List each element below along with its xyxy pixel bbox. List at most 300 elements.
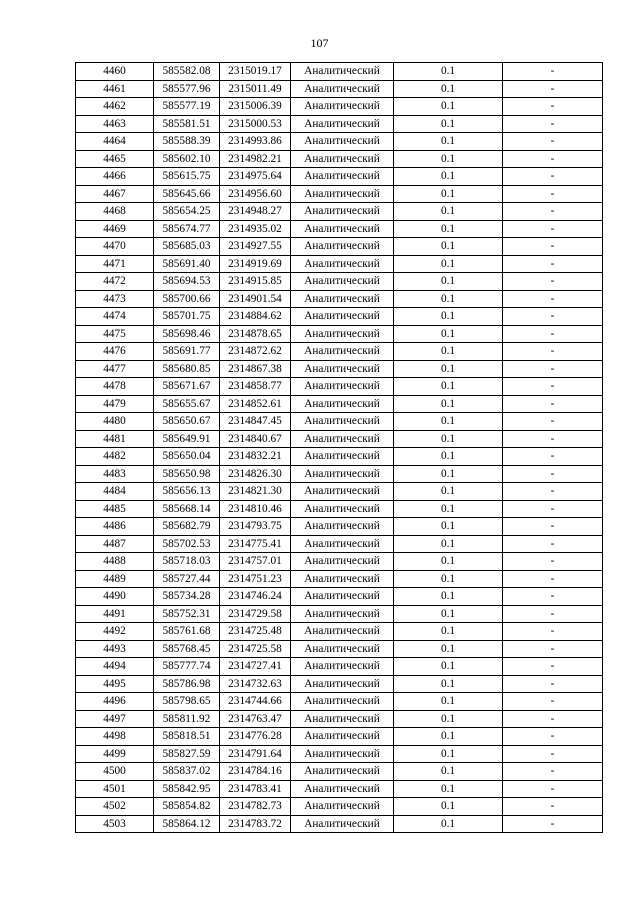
- point-number-cell: 4488: [76, 553, 154, 571]
- x-coordinate-cell: 585577.19: [154, 98, 220, 116]
- accuracy-cell: 0.1: [394, 98, 503, 116]
- accuracy-cell: 0.1: [394, 290, 503, 308]
- note-cell: -: [503, 798, 603, 816]
- x-coordinate-cell: 585842.95: [154, 780, 220, 798]
- point-number-cell: 4496: [76, 693, 154, 711]
- note-cell: -: [503, 98, 603, 116]
- y-coordinate-cell: 2314776.28: [220, 728, 291, 746]
- y-coordinate-cell: 2314746.24: [220, 588, 291, 606]
- x-coordinate-cell: 585761.68: [154, 623, 220, 641]
- table-row: [76, 203, 603, 221]
- y-coordinate-cell: 2314884.62: [220, 308, 291, 326]
- x-coordinate-cell: 585786.98: [154, 675, 220, 693]
- method-cell: Аналитический: [291, 343, 394, 361]
- table-row: [76, 728, 603, 746]
- y-coordinate-cell: 2314832.21: [220, 448, 291, 466]
- method-cell: Аналитический: [291, 763, 394, 781]
- x-coordinate-cell: 585811.92: [154, 710, 220, 728]
- point-number-cell: 4491: [76, 605, 154, 623]
- note-cell: -: [503, 500, 603, 518]
- accuracy-cell: 0.1: [394, 395, 503, 413]
- x-coordinate-cell: 585798.65: [154, 693, 220, 711]
- note-cell: -: [503, 360, 603, 378]
- method-cell: Аналитический: [291, 238, 394, 256]
- table-row: [76, 588, 603, 606]
- point-number-cell: 4502: [76, 798, 154, 816]
- y-coordinate-cell: 2314935.02: [220, 220, 291, 238]
- y-coordinate-cell: 2314919.69: [220, 255, 291, 273]
- x-coordinate-cell: 585655.67: [154, 395, 220, 413]
- x-coordinate-cell: 585691.77: [154, 343, 220, 361]
- method-cell: Аналитический: [291, 623, 394, 641]
- note-cell: -: [503, 640, 603, 658]
- table-row: [76, 378, 603, 396]
- table-row: [76, 623, 603, 641]
- accuracy-cell: 0.1: [394, 360, 503, 378]
- table-row: [76, 483, 603, 501]
- point-number-cell: 4485: [76, 500, 154, 518]
- method-cell: Аналитический: [291, 745, 394, 763]
- point-number-cell: 4503: [76, 815, 154, 833]
- table-row: [76, 448, 603, 466]
- accuracy-cell: 0.1: [394, 133, 503, 151]
- accuracy-cell: 0.1: [394, 605, 503, 623]
- x-coordinate-cell: 585671.67: [154, 378, 220, 396]
- method-cell: Аналитический: [291, 780, 394, 798]
- point-number-cell: 4464: [76, 133, 154, 151]
- x-coordinate-cell: 585864.12: [154, 815, 220, 833]
- note-cell: -: [503, 693, 603, 711]
- x-coordinate-cell: 585615.75: [154, 168, 220, 186]
- x-coordinate-cell: 585668.14: [154, 500, 220, 518]
- y-coordinate-cell: 2314775.41: [220, 535, 291, 553]
- table-row: [76, 500, 603, 518]
- x-coordinate-cell: 585582.08: [154, 63, 220, 81]
- y-coordinate-cell: 2314751.23: [220, 570, 291, 588]
- accuracy-cell: 0.1: [394, 763, 503, 781]
- note-cell: -: [503, 255, 603, 273]
- accuracy-cell: 0.1: [394, 430, 503, 448]
- method-cell: Аналитический: [291, 448, 394, 466]
- note-cell: -: [503, 238, 603, 256]
- accuracy-cell: 0.1: [394, 80, 503, 98]
- point-number-cell: 4462: [76, 98, 154, 116]
- method-cell: Аналитический: [291, 413, 394, 431]
- y-coordinate-cell: 2314732.63: [220, 675, 291, 693]
- point-number-cell: 4490: [76, 588, 154, 606]
- x-coordinate-cell: 585752.31: [154, 605, 220, 623]
- x-coordinate-cell: 585837.02: [154, 763, 220, 781]
- table-row: [76, 763, 603, 781]
- x-coordinate-cell: 585588.39: [154, 133, 220, 151]
- method-cell: Аналитический: [291, 483, 394, 501]
- y-coordinate-cell: 2314867.38: [220, 360, 291, 378]
- table-row: [76, 255, 603, 273]
- x-coordinate-cell: 585656.13: [154, 483, 220, 501]
- accuracy-cell: 0.1: [394, 798, 503, 816]
- y-coordinate-cell: 2314757.01: [220, 553, 291, 571]
- point-number-cell: 4463: [76, 115, 154, 133]
- x-coordinate-cell: 585777.74: [154, 658, 220, 676]
- note-cell: -: [503, 675, 603, 693]
- accuracy-cell: 0.1: [394, 570, 503, 588]
- x-coordinate-cell: 585674.77: [154, 220, 220, 238]
- accuracy-cell: 0.1: [394, 343, 503, 361]
- table-row: [76, 220, 603, 238]
- method-cell: Аналитический: [291, 220, 394, 238]
- note-cell: -: [503, 63, 603, 81]
- page-number: 107: [310, 36, 329, 50]
- method-cell: Аналитический: [291, 465, 394, 483]
- method-cell: Аналитический: [291, 500, 394, 518]
- accuracy-cell: 0.1: [394, 150, 503, 168]
- y-coordinate-cell: 2315000.53: [220, 115, 291, 133]
- x-coordinate-cell: 585702.53: [154, 535, 220, 553]
- accuracy-cell: 0.1: [394, 500, 503, 518]
- y-coordinate-cell: 2314729.58: [220, 605, 291, 623]
- table-row: [76, 80, 603, 98]
- x-coordinate-cell: 585645.66: [154, 185, 220, 203]
- x-coordinate-cell: 585682.79: [154, 518, 220, 536]
- accuracy-cell: 0.1: [394, 465, 503, 483]
- note-cell: -: [503, 150, 603, 168]
- method-cell: Аналитический: [291, 308, 394, 326]
- table-row: [76, 290, 603, 308]
- x-coordinate-cell: 585649.91: [154, 430, 220, 448]
- table-row: [76, 675, 603, 693]
- point-number-cell: 4471: [76, 255, 154, 273]
- x-coordinate-cell: 585581.51: [154, 115, 220, 133]
- note-cell: -: [503, 658, 603, 676]
- table-row: [76, 553, 603, 571]
- y-coordinate-cell: 2314927.55: [220, 238, 291, 256]
- table-row: [76, 185, 603, 203]
- note-cell: -: [503, 763, 603, 781]
- accuracy-cell: 0.1: [394, 115, 503, 133]
- table-row: [76, 745, 603, 763]
- note-cell: -: [503, 220, 603, 238]
- table-row: [76, 605, 603, 623]
- y-coordinate-cell: 2314993.86: [220, 133, 291, 151]
- point-number-cell: 4473: [76, 290, 154, 308]
- method-cell: Аналитический: [291, 815, 394, 833]
- accuracy-cell: 0.1: [394, 658, 503, 676]
- y-coordinate-cell: 2314826.30: [220, 465, 291, 483]
- point-number-cell: 4486: [76, 518, 154, 536]
- y-coordinate-cell: 2314784.16: [220, 763, 291, 781]
- x-coordinate-cell: 585768.45: [154, 640, 220, 658]
- method-cell: Аналитический: [291, 63, 394, 81]
- note-cell: -: [503, 518, 603, 536]
- accuracy-cell: 0.1: [394, 553, 503, 571]
- x-coordinate-cell: 585827.59: [154, 745, 220, 763]
- accuracy-cell: 0.1: [394, 535, 503, 553]
- table-row: [76, 658, 603, 676]
- point-number-cell: 4489: [76, 570, 154, 588]
- note-cell: -: [503, 80, 603, 98]
- x-coordinate-cell: 585700.66: [154, 290, 220, 308]
- note-cell: -: [503, 273, 603, 291]
- point-number-cell: 4469: [76, 220, 154, 238]
- method-cell: Аналитический: [291, 570, 394, 588]
- note-cell: -: [503, 815, 603, 833]
- accuracy-cell: 0.1: [394, 588, 503, 606]
- point-number-cell: 4494: [76, 658, 154, 676]
- accuracy-cell: 0.1: [394, 255, 503, 273]
- table-row: [76, 308, 603, 326]
- x-coordinate-cell: 585577.96: [154, 80, 220, 98]
- method-cell: Аналитический: [291, 378, 394, 396]
- method-cell: Аналитический: [291, 658, 394, 676]
- accuracy-cell: 0.1: [394, 623, 503, 641]
- note-cell: -: [503, 413, 603, 431]
- point-number-cell: 4477: [76, 360, 154, 378]
- table-row: [76, 325, 603, 343]
- x-coordinate-cell: 585650.98: [154, 465, 220, 483]
- table-row: [76, 133, 603, 151]
- note-cell: -: [503, 465, 603, 483]
- table-row: [76, 273, 603, 291]
- point-number-cell: 4499: [76, 745, 154, 763]
- note-cell: -: [503, 115, 603, 133]
- y-coordinate-cell: 2314725.48: [220, 623, 291, 641]
- method-cell: Аналитический: [291, 640, 394, 658]
- table-row: [76, 815, 603, 833]
- note-cell: -: [503, 395, 603, 413]
- x-coordinate-cell: 585727.44: [154, 570, 220, 588]
- method-cell: Аналитический: [291, 675, 394, 693]
- y-coordinate-cell: 2315011.49: [220, 80, 291, 98]
- method-cell: Аналитический: [291, 588, 394, 606]
- table-row: [76, 98, 603, 116]
- accuracy-cell: 0.1: [394, 185, 503, 203]
- accuracy-cell: 0.1: [394, 63, 503, 81]
- x-coordinate-cell: 585691.40: [154, 255, 220, 273]
- method-cell: Аналитический: [291, 150, 394, 168]
- point-number-cell: 4478: [76, 378, 154, 396]
- accuracy-cell: 0.1: [394, 518, 503, 536]
- accuracy-cell: 0.1: [394, 448, 503, 466]
- point-number-cell: 4487: [76, 535, 154, 553]
- point-number-cell: 4482: [76, 448, 154, 466]
- y-coordinate-cell: 2314858.77: [220, 378, 291, 396]
- y-coordinate-cell: 2314763.47: [220, 710, 291, 728]
- point-number-cell: 4497: [76, 710, 154, 728]
- note-cell: -: [503, 133, 603, 151]
- accuracy-cell: 0.1: [394, 413, 503, 431]
- accuracy-cell: 0.1: [394, 483, 503, 501]
- y-coordinate-cell: 2314821.30: [220, 483, 291, 501]
- method-cell: Аналитический: [291, 693, 394, 711]
- accuracy-cell: 0.1: [394, 220, 503, 238]
- note-cell: -: [503, 185, 603, 203]
- y-coordinate-cell: 2314915.85: [220, 273, 291, 291]
- method-cell: Аналитический: [291, 80, 394, 98]
- note-cell: -: [503, 553, 603, 571]
- accuracy-cell: 0.1: [394, 815, 503, 833]
- note-cell: -: [503, 623, 603, 641]
- method-cell: Аналитический: [291, 255, 394, 273]
- note-cell: -: [503, 430, 603, 448]
- point-number-cell: 4481: [76, 430, 154, 448]
- accuracy-cell: 0.1: [394, 728, 503, 746]
- y-coordinate-cell: 2314956.60: [220, 185, 291, 203]
- table-row: [76, 238, 603, 256]
- point-number-cell: 4466: [76, 168, 154, 186]
- note-cell: -: [503, 168, 603, 186]
- table-row: [76, 780, 603, 798]
- note-cell: -: [503, 483, 603, 501]
- table-row: [76, 465, 603, 483]
- y-coordinate-cell: 2314840.67: [220, 430, 291, 448]
- method-cell: Аналитический: [291, 430, 394, 448]
- x-coordinate-cell: 585734.28: [154, 588, 220, 606]
- point-number-cell: 4474: [76, 308, 154, 326]
- table-row: [76, 535, 603, 553]
- method-cell: Аналитический: [291, 185, 394, 203]
- table-row: [76, 640, 603, 658]
- y-coordinate-cell: 2314847.45: [220, 413, 291, 431]
- point-number-cell: 4475: [76, 325, 154, 343]
- table-row: [76, 430, 603, 448]
- x-coordinate-cell: 585650.67: [154, 413, 220, 431]
- point-number-cell: 4465: [76, 150, 154, 168]
- table-row: [76, 413, 603, 431]
- y-coordinate-cell: 2315006.39: [220, 98, 291, 116]
- accuracy-cell: 0.1: [394, 745, 503, 763]
- table-row: [76, 518, 603, 536]
- method-cell: Аналитический: [291, 728, 394, 746]
- accuracy-cell: 0.1: [394, 168, 503, 186]
- x-coordinate-cell: 585602.10: [154, 150, 220, 168]
- accuracy-cell: 0.1: [394, 780, 503, 798]
- note-cell: -: [503, 378, 603, 396]
- point-number-cell: 4470: [76, 238, 154, 256]
- accuracy-cell: 0.1: [394, 325, 503, 343]
- accuracy-cell: 0.1: [394, 640, 503, 658]
- note-cell: -: [503, 605, 603, 623]
- method-cell: Аналитический: [291, 203, 394, 221]
- x-coordinate-cell: 585854.82: [154, 798, 220, 816]
- x-coordinate-cell: 585654.25: [154, 203, 220, 221]
- table-row: [76, 395, 603, 413]
- table-row: [76, 150, 603, 168]
- accuracy-cell: 0.1: [394, 308, 503, 326]
- y-coordinate-cell: 2314948.27: [220, 203, 291, 221]
- point-number-cell: 4483: [76, 465, 154, 483]
- method-cell: Аналитический: [291, 553, 394, 571]
- method-cell: Аналитический: [291, 395, 394, 413]
- point-number-cell: 4501: [76, 780, 154, 798]
- table-row: [76, 115, 603, 133]
- accuracy-cell: 0.1: [394, 710, 503, 728]
- point-number-cell: 4495: [76, 675, 154, 693]
- x-coordinate-cell: 585818.51: [154, 728, 220, 746]
- note-cell: -: [503, 308, 603, 326]
- method-cell: Аналитический: [291, 360, 394, 378]
- coordinates-table: [75, 62, 603, 833]
- accuracy-cell: 0.1: [394, 238, 503, 256]
- point-number-cell: 4468: [76, 203, 154, 221]
- method-cell: Аналитический: [291, 168, 394, 186]
- y-coordinate-cell: 2314791.64: [220, 745, 291, 763]
- point-number-cell: 4492: [76, 623, 154, 641]
- method-cell: Аналитический: [291, 133, 394, 151]
- coordinates-table-body: [76, 63, 603, 833]
- point-number-cell: 4460: [76, 63, 154, 81]
- note-cell: -: [503, 290, 603, 308]
- method-cell: Аналитический: [291, 535, 394, 553]
- point-number-cell: 4498: [76, 728, 154, 746]
- point-number-cell: 4461: [76, 80, 154, 98]
- point-number-cell: 4476: [76, 343, 154, 361]
- method-cell: Аналитический: [291, 273, 394, 291]
- accuracy-cell: 0.1: [394, 203, 503, 221]
- table-row: [76, 570, 603, 588]
- method-cell: Аналитический: [291, 290, 394, 308]
- accuracy-cell: 0.1: [394, 273, 503, 291]
- y-coordinate-cell: 2314901.54: [220, 290, 291, 308]
- method-cell: Аналитический: [291, 798, 394, 816]
- method-cell: Аналитический: [291, 325, 394, 343]
- note-cell: -: [503, 780, 603, 798]
- x-coordinate-cell: 585680.85: [154, 360, 220, 378]
- x-coordinate-cell: 585718.03: [154, 553, 220, 571]
- table-row: [76, 343, 603, 361]
- y-coordinate-cell: 2314975.64: [220, 168, 291, 186]
- point-number-cell: 4500: [76, 763, 154, 781]
- note-cell: -: [503, 203, 603, 221]
- y-coordinate-cell: 2314727.41: [220, 658, 291, 676]
- method-cell: Аналитический: [291, 98, 394, 116]
- y-coordinate-cell: 2314872.62: [220, 343, 291, 361]
- point-number-cell: 4480: [76, 413, 154, 431]
- note-cell: -: [503, 588, 603, 606]
- y-coordinate-cell: 2315019.17: [220, 63, 291, 81]
- y-coordinate-cell: 2314982.21: [220, 150, 291, 168]
- accuracy-cell: 0.1: [394, 675, 503, 693]
- note-cell: -: [503, 570, 603, 588]
- method-cell: Аналитический: [291, 115, 394, 133]
- note-cell: -: [503, 325, 603, 343]
- y-coordinate-cell: 2314810.46: [220, 500, 291, 518]
- x-coordinate-cell: 585701.75: [154, 308, 220, 326]
- note-cell: -: [503, 728, 603, 746]
- note-cell: -: [503, 448, 603, 466]
- table-row: [76, 360, 603, 378]
- y-coordinate-cell: 2314793.75: [220, 518, 291, 536]
- y-coordinate-cell: 2314782.73: [220, 798, 291, 816]
- note-cell: -: [503, 535, 603, 553]
- x-coordinate-cell: 585685.03: [154, 238, 220, 256]
- note-cell: -: [503, 710, 603, 728]
- y-coordinate-cell: 2314783.41: [220, 780, 291, 798]
- y-coordinate-cell: 2314783.72: [220, 815, 291, 833]
- x-coordinate-cell: 585694.53: [154, 273, 220, 291]
- method-cell: Аналитический: [291, 518, 394, 536]
- method-cell: Аналитический: [291, 605, 394, 623]
- y-coordinate-cell: 2314878.65: [220, 325, 291, 343]
- y-coordinate-cell: 2314744.66: [220, 693, 291, 711]
- table-row: [76, 798, 603, 816]
- accuracy-cell: 0.1: [394, 693, 503, 711]
- point-number-cell: 4479: [76, 395, 154, 413]
- x-coordinate-cell: 585650.04: [154, 448, 220, 466]
- point-number-cell: 4493: [76, 640, 154, 658]
- accuracy-cell: 0.1: [394, 378, 503, 396]
- table-row: [76, 693, 603, 711]
- note-cell: -: [503, 343, 603, 361]
